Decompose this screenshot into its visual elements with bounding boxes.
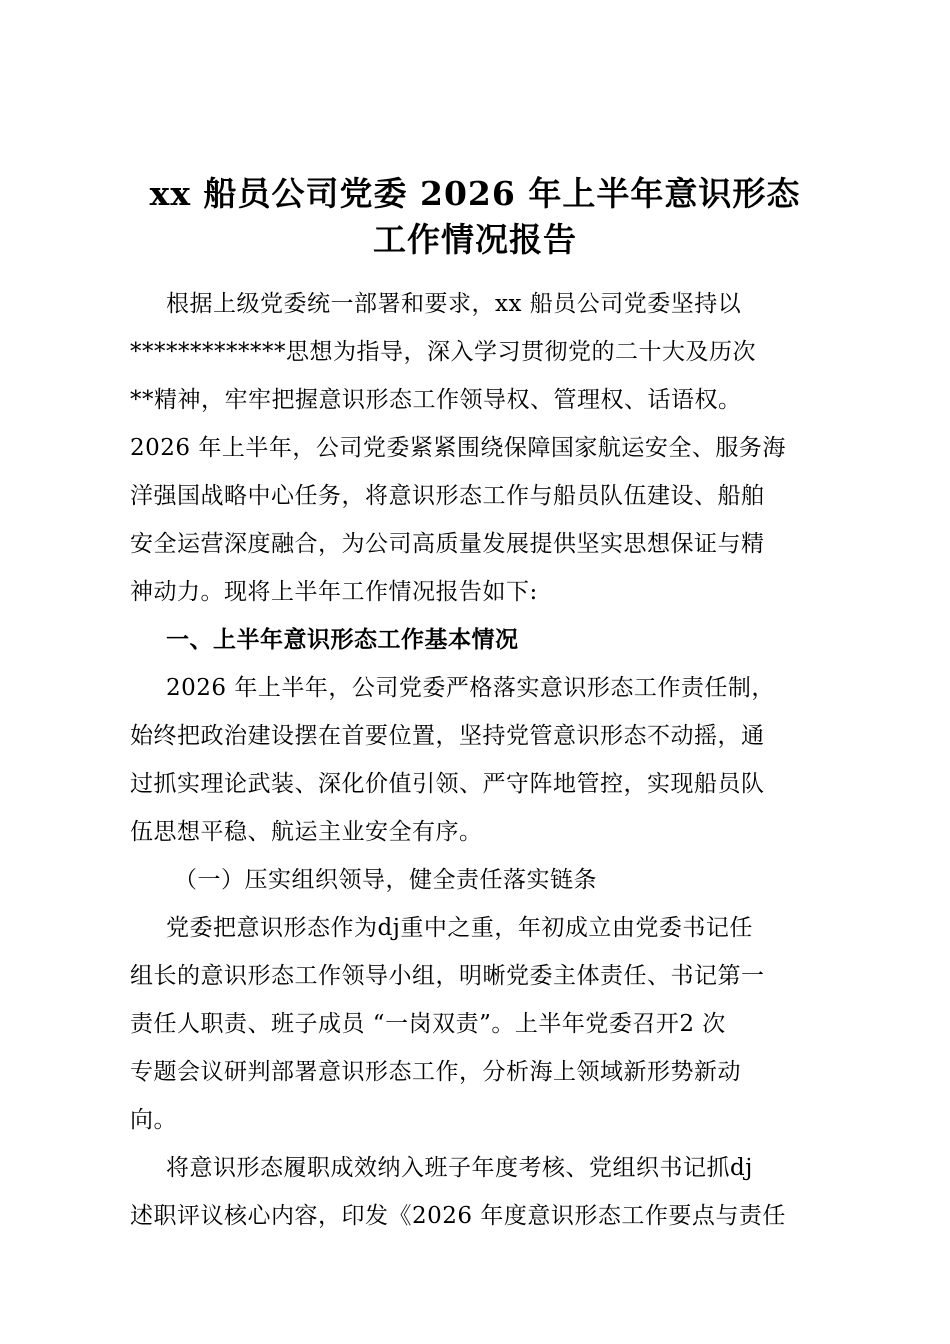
- paragraph-line: 洋强国战略中心任务，将意识形态工作与船员队伍建设、船舶: [130, 483, 765, 509]
- paragraph-line: 安全运营深度融合，为公司高质量发展提供坚实思想保证与精: [130, 531, 765, 557]
- paragraph-line: 根据上级党委统一部署和要求，xx 船员公司党委坚持以: [166, 291, 742, 317]
- paragraph-line: 始终把政治建设摆在首要位置，坚持党管意识形态不动摇，通: [130, 723, 765, 749]
- paragraph-line: 专题会议研判部署意识形态工作，分析海上领域新形势新动: [130, 1059, 741, 1085]
- paragraph-line: *************思想为指导，深入学习贯彻党的二十大及历次: [130, 339, 756, 365]
- paragraph-line: 伍思想平稳、航运主业安全有序。: [130, 819, 483, 845]
- paragraph-line: 组长的意识形态工作领导小组，明晰党委主体责任、书记第一: [130, 963, 765, 989]
- paragraph-line: 神动力。现将上半年工作情况报告如下:: [130, 579, 538, 605]
- paragraph-line: 党委把意识形态作为dj重中之重，年初成立由党委书记任: [166, 915, 753, 941]
- paragraph-line: 2026 年上半年，公司党委紧紧围绕保障国家航运安全、服务海: [130, 435, 786, 461]
- paragraph-line: 2026 年上半年，公司党委严格落实意识形态工作责任制，: [166, 675, 775, 701]
- paragraph-line: 将意识形态履职成效纳入班子年度考核、党组织书记抓dj: [166, 1155, 753, 1181]
- document-title-line-2: 工作情况报告: [373, 220, 577, 259]
- paragraph-line: 过抓实理论武装、深化价值引领、严守阵地管控，实现船员队: [130, 771, 765, 797]
- paragraph-line: 责任人职责、班子成员 “一岗双责”。上半年党委召开2 次: [130, 1011, 726, 1037]
- paragraph-line: 向。: [130, 1107, 177, 1133]
- document-title-line-1: xx 船员公司党委 2026 年上半年意识形态: [149, 174, 801, 213]
- paragraph-line: 述职评议核心内容，印发《2026 年度意识形态工作要点与责任: [130, 1203, 786, 1229]
- subsection-heading: （一）压实组织领导，健全责任落实链条: [174, 867, 597, 893]
- paragraph-line: **精神，牢牢把握意识形态工作领导权、管理权、话语权。: [130, 387, 742, 413]
- section-heading: 一、上半年意识形态工作基本情况: [166, 626, 519, 653]
